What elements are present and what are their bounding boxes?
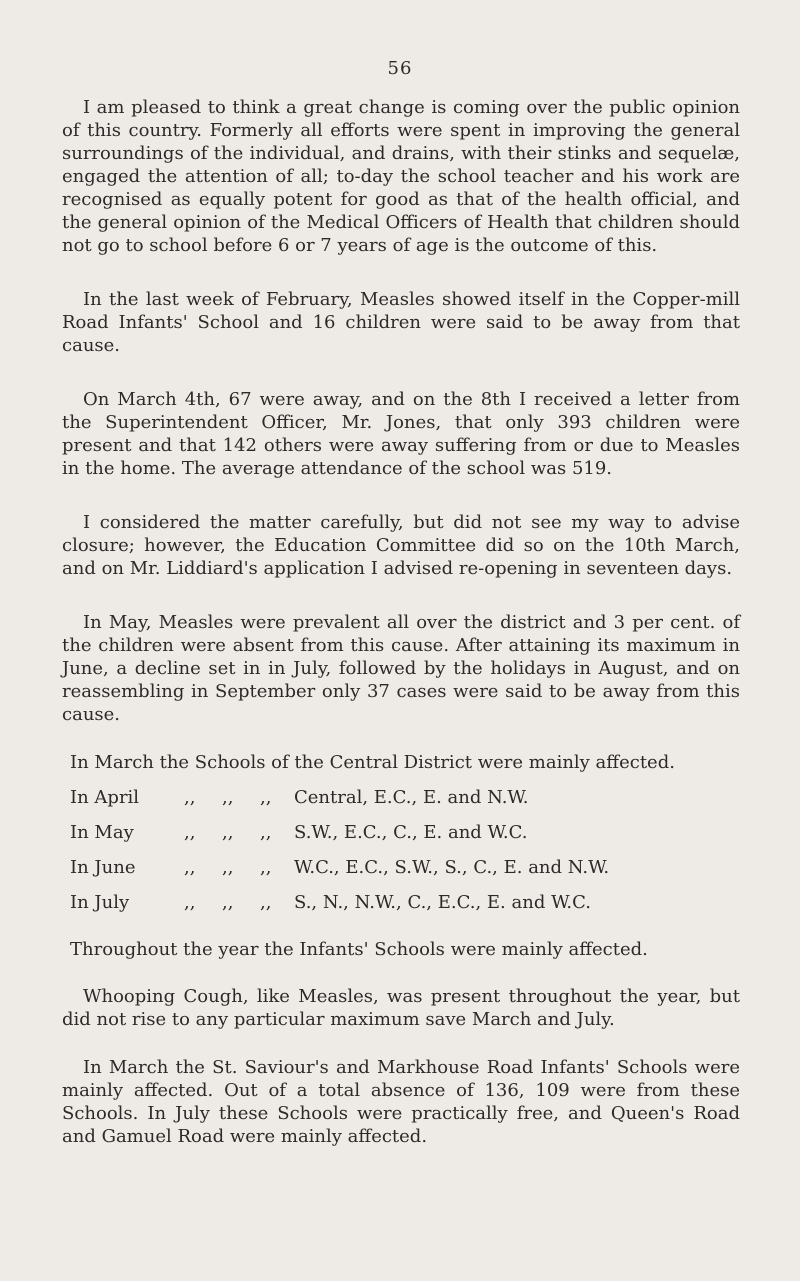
paragraph-infants-schools: Throughout the year the Infants' Schools were mainly affected. [70,939,648,960]
ditto-mark: ,, [222,787,234,808]
schools-affected-list [62,751,740,914]
schools-row [62,786,740,809]
paragraph-february-measles: In the last week of February, Measles showed itself in the Copper-mill Road Infants' School and 16 children were said to be away from that cause. [62,289,740,356]
row-month: In July [70,892,130,913]
ditto-mark: ,, [260,892,272,913]
paragraph-whooping-cough: Whooping Cough, like Measles, was present throughout the year, but did not rise to any particular maximum save March and July. [62,986,740,1030]
paragraph-public-opinion: I am pleased to think a great change is coming over the public opinion of this country. Formerly all efforts were spent in improving the general surroundings of the individual, and drains, with their stinks and sequelæ, engaged the attention of all; to-day the school teacher and his work are recognised as equally potent for good as that of the health official, and the general opinion of the Medical Officers of Health that children should not go to school before 6 or 7 years of age is the outcome of this. [62,97,740,256]
schools-list-lead: In March the Schools of the Central District were mainly affected. [70,752,675,773]
row-districts: S.W., E.C., C., E. and W.C. [294,822,528,843]
paragraph-march-july-schools: In March the St. Saviour's and Markhouse Road Infants' Schools were mainly affected. Out of a total absence of 136, 109 were from these Schools. In July these Schools were practically free, and Queen's Road and Gamuel Road were mainly affected. [62,1057,740,1147]
ditto-mark: ,, [184,892,196,913]
ditto-mark: ,, [222,822,234,843]
ditto-mark: ,, [260,787,272,808]
ditto-mark: ,, [222,892,234,913]
body-text [62,96,740,1179]
page-number: 56 [387,58,413,79]
row-month: In April [70,787,140,808]
ditto-mark: ,, [260,822,272,843]
row-districts: S., N., N.W., C., E.C., E. and W.C. [294,892,591,913]
ditto-mark: ,, [260,857,272,878]
ditto-mark: ,, [184,822,196,843]
row-month: In June [70,857,136,878]
schools-row [62,856,740,879]
row-districts: W.C., E.C., S.W., S., C., E. and N.W. [294,857,610,878]
ditto-mark: ,, [184,787,196,808]
ditto-mark: ,, [184,857,196,878]
schools-row [62,891,740,914]
paragraph-march-attendance: On March 4th, 67 were away, and on the 8th I received a letter from the Superintendent Officer, Mr. Jones, that only 393 children were present and that 142 others were away suffering from or due to Measles in the home. The average attendance of the school was 519. [62,389,740,479]
row-districts: Central, E.C., E. and N.W. [294,787,529,808]
ditto-mark: ,, [222,857,234,878]
row-month: In May [70,822,134,843]
paragraph-may-measles: In May, Measles were prevalent all over the district and 3 per cent. of the children were absent from this cause. After attaining its maximum in June, a decline set in in July, followed by the holidays in August, and on reassembling in September only 37 cases were said to be away from this cause. [62,612,740,725]
schools-row [62,821,740,844]
paragraph-closure: I considered the matter carefully, but did not see my way to advise closure; however, the Education Committee did so on the 10th March, and on Mr. Liddiard's application I advised re-opening in seventeen days. [62,512,740,579]
